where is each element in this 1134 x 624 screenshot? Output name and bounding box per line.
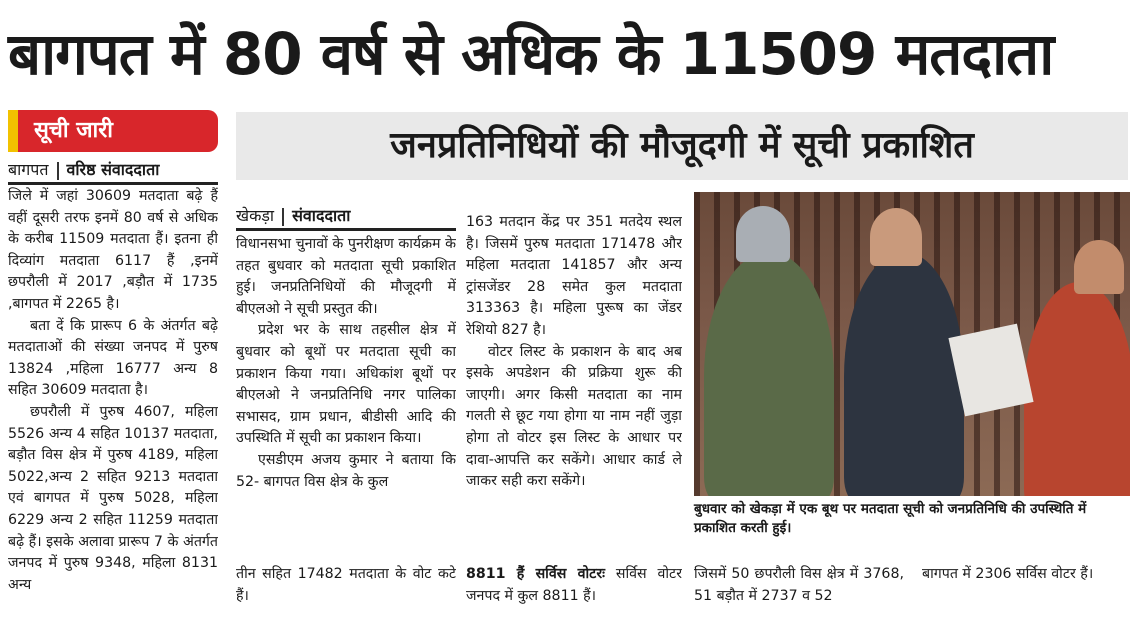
bottom-col4: जिसमें 50 छपरौली विस क्षेत्र में 3768, 51 बड़ौत में 2737 व 52 <box>694 566 904 604</box>
byline-divider <box>282 208 284 226</box>
byline-reporter: वरिष्ठ संवाददाता <box>66 160 160 179</box>
person-left-cap <box>736 206 790 262</box>
section-badge: सूची जारी <box>8 110 218 152</box>
byline-place: खेकड़ा <box>236 206 275 225</box>
service-voter-text: सर्विस वोटर जनपद में कुल 8811 हैं। <box>466 566 682 604</box>
mid-paragraph: विधानसभा चुनावों के पुनरीक्षण कार्यक्रम के तहत बुधवार को मतदाता सूची प्रकाशित हुई। जनप्रतिनिधियों की मौजूदगी में बीएलओ ने सूची प्रस्तुत की। <box>236 236 456 317</box>
right-column <box>466 212 682 542</box>
service-voter-paragraph <box>466 564 682 610</box>
photo-caption: बुधवार को खेकड़ा में एक बूथ पर मतदाता सूची को जनप्रतिनिधि की उपस्थिति में प्रकाशित करती हुई। <box>694 501 1087 536</box>
left-paragraph: बता दें कि प्रारूप 6 के अंतर्गत बढ़े मतदाताओं की संख्या जनपद में पुरुष 13824 ,महिला 16777 अन्य 8 सहित 30609 मतदाता है। <box>8 317 218 399</box>
news-photo <box>694 192 1130 496</box>
left-column <box>8 186 218 606</box>
headline: बागपत में 80 वर्ष से अधिक के 11509 मतदाता <box>8 20 1054 88</box>
mid-paragraph: प्रदेश भर के साथ तहसील क्षेत्र में बुधवार को बूथों पर मतदाता सूची का प्रकाशन किया गया। अधिकांश बूथों पर बीएलओ ने जनप्रतिनिधि नगर पालिका सभासद, ग्राम प्रधान, बीडीसी आदि की उपस्थिति में सूची का प्रकाशन किया। <box>236 322 456 447</box>
left-paragraph: जिले में जहां 30609 मतदाता बढ़े हैं वहीं दूसरी तरफ इनमें 80 वर्ष से अधिक के करीब 11509 मतदाता हैं। इतना ही दिव्यांग मतदाता 6117 हैं ,इनमें छपरौली में 2017 ,बड़ौत में 1735 ,बागपत में 2265 है। <box>8 188 218 312</box>
left-rule <box>8 182 218 185</box>
person-center-head <box>870 208 922 266</box>
right-paragraph: 163 मतदान केंद्र पर 351 मतदेय स्थल है। जिसमें पुरुष मतदाता 171478 और महिला मतदाता 141857 और अन्य ट्रांसजेंडर 28 समेत कुल मतदाता 313363 है। महिला पुरूष का जेंडर रेशियो 827 है। <box>466 214 682 338</box>
person-center <box>844 252 964 496</box>
mid-rule <box>236 228 456 231</box>
left-paragraph: छपरौली में पुरुष 4607, महिला 5526 अन्य 4 सहित 10137 मतदाता, बड़ौत विस क्षेत्र में पुरुष 4189, महिला 5022,अन्य 2 सहित 9213 मतदाता एवं बागपत में पुरुष 5028, महिला 6229 अन्य 2 सहित 11259 मतदाता बढ़े हैं। इसके अलावा प्रारूप 7 के अंतर्गत जनपद में पुरुष 9348, महिला 8131 अन्य <box>8 403 218 593</box>
byline-divider <box>57 162 59 180</box>
mid-byline <box>236 204 350 226</box>
byline-place: बागपत <box>8 160 49 179</box>
subheadline: जनप्रतिनिधियों की मौजूदगी में सूची प्रकाशित <box>236 112 1128 180</box>
person-left <box>704 252 834 496</box>
byline-reporter: संवाददाता <box>292 206 351 225</box>
mid-paragraph: एसडीएम अजय कुमार ने बताया कि 52- बागपत विस क्षेत्र के कुल <box>236 451 456 490</box>
service-voter-lead: 8811 हैं सर्विस वोटरः <box>466 566 606 582</box>
left-byline <box>8 158 159 180</box>
person-right <box>1024 282 1130 496</box>
person-right-head <box>1074 240 1124 294</box>
mid-bottom-text: तीन सहित 17482 मतदाता के वोट कटे हैं। <box>236 566 456 604</box>
bottom-col5: बागपत में 2306 सर्विस वोटर हैं। <box>922 566 1094 582</box>
right-paragraph: वोटर लिस्ट के प्रकाशन के बाद अब इसके अपडेशन की प्रक्रिया शुरू की जाएगी। अगर किसी मतदाता का नाम गलती से छूट गया होगा या नाम नहीं जुड़ा होगा तो वोटर इस लिस्ट के आधार पर दावा-आपत्ति कर सकेंगे। आधार कार्ड ले जाकर सही करा सकेंगे। <box>466 343 682 490</box>
mid-column <box>236 234 456 546</box>
